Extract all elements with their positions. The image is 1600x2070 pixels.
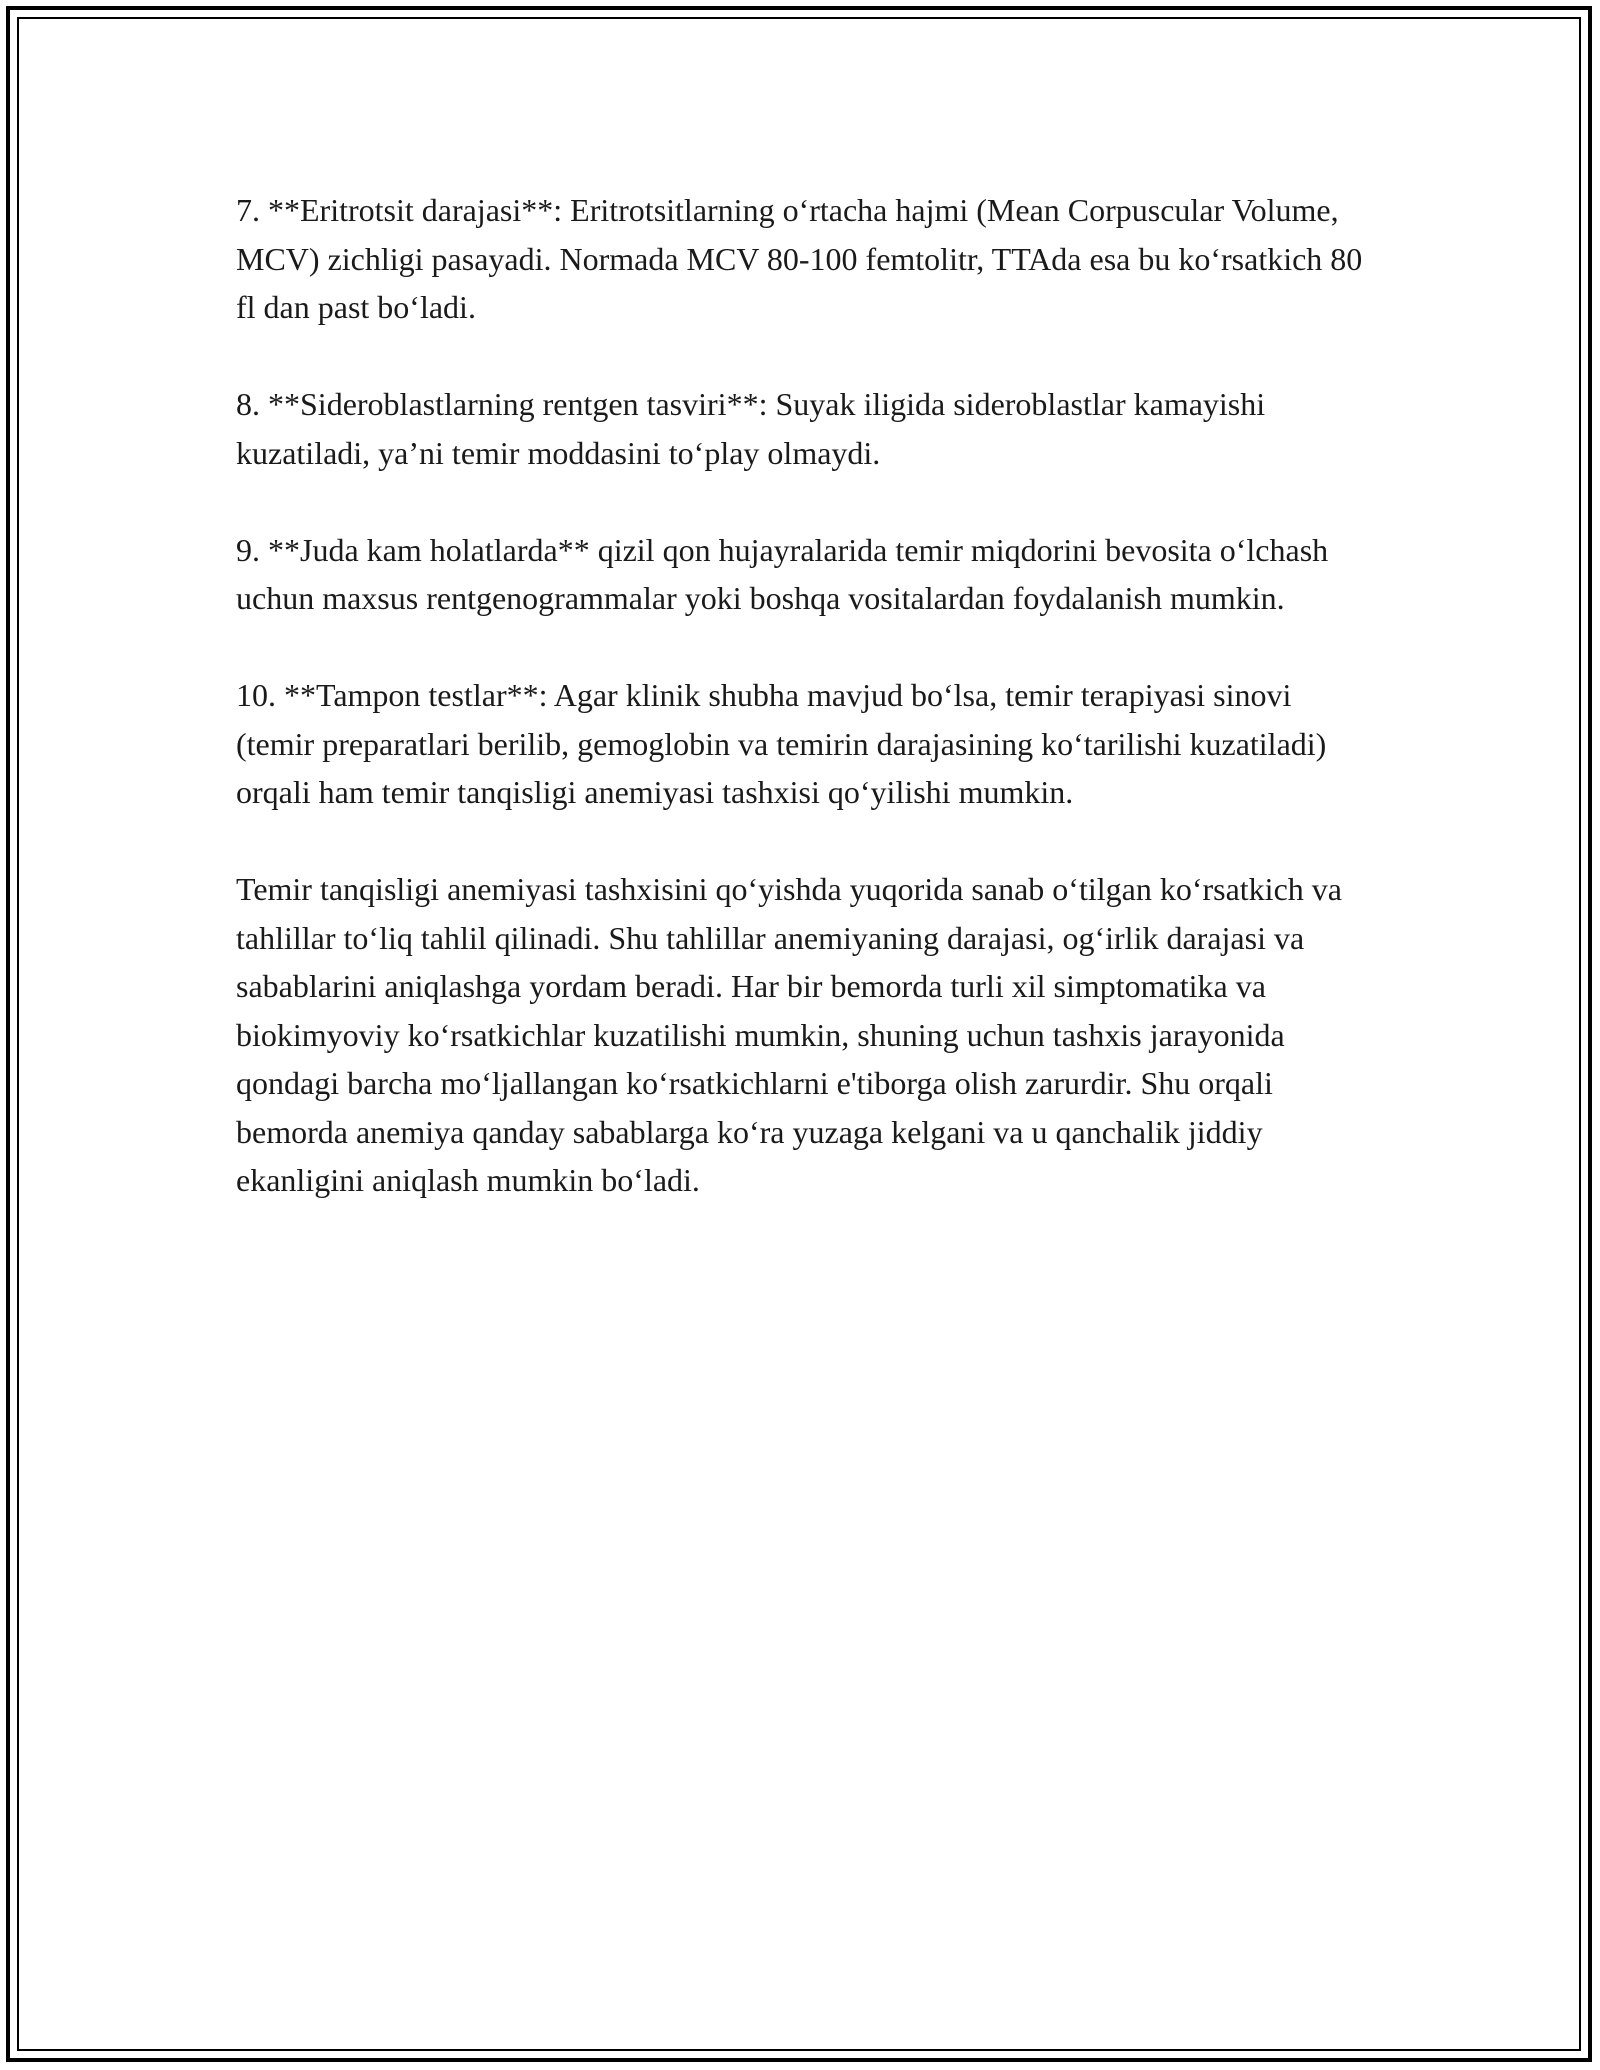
paragraph-item-9: 9. **Juda kam holatlarda** qizil qon hujayralarida temir miqdorini bevosita o‘lchash uchun maxsus rentgenogrammalar yoki boshqa vositalardan foydalanish mumkin. (236, 531, 1329, 616)
paragraph-item-10: 10. **Tampon testlar**: Agar klinik shubha mavjud bo‘lsa, temir terapiyasi sinovi (temir preparatlari berilib, gemoglobin va temirin darajasining ko‘tarilishi kuzatiladi) orqali ham temir tanqisligi anemiyasi tashxisi qo‘yilishi mumkin. (236, 677, 1327, 810)
paragraph-item-7: 7. **Eritrotsit darajasi**: Eritrotsitlarning o‘rtacha hajmi (Mean Corpuscular Volume, MCV) zichligi pasayadi. Normada MCV 80-100 femtolitr, TTAda esa bu ko‘rsatkich 80 fl dan past bo‘ladi. (236, 192, 1363, 325)
paragraph-item-8: 8. **Sideroblastlarning rentgen tasviri**: Suyak iligida sideroblastlar kamayishi kuzatiladi, ya’ni temir moddasini to‘play olmaydi. (236, 386, 1266, 471)
document-body (236, 186, 1376, 1205)
paragraph-conclusion: Temir tanqisligi anemiyasi tashxisini qo‘yishda yuqorida sanab o‘tilgan ko‘rsatkich va tahlillar to‘liq tahlil qilinadi. Shu tahlillar anemiyaning darajasi, og‘irlik darajasi va sabablarini aniqlashga yordam beradi. Har bir bemorda turli xil simptomatika va biokimyoviy ko‘rsatkichlar kuzatilishi mumkin, shuning uchun tashxis jarayonida qondagi barcha mo‘ljallangan ko‘rsatkichlarni e'tiborga olish zarurdir. Shu orqali bemorda anemiya qanday sabablarga ko‘ra yuzaga kelgani va u qanchalik jiddiy ekanligini aniqlash mumkin bo‘ladi. (236, 871, 1342, 1198)
